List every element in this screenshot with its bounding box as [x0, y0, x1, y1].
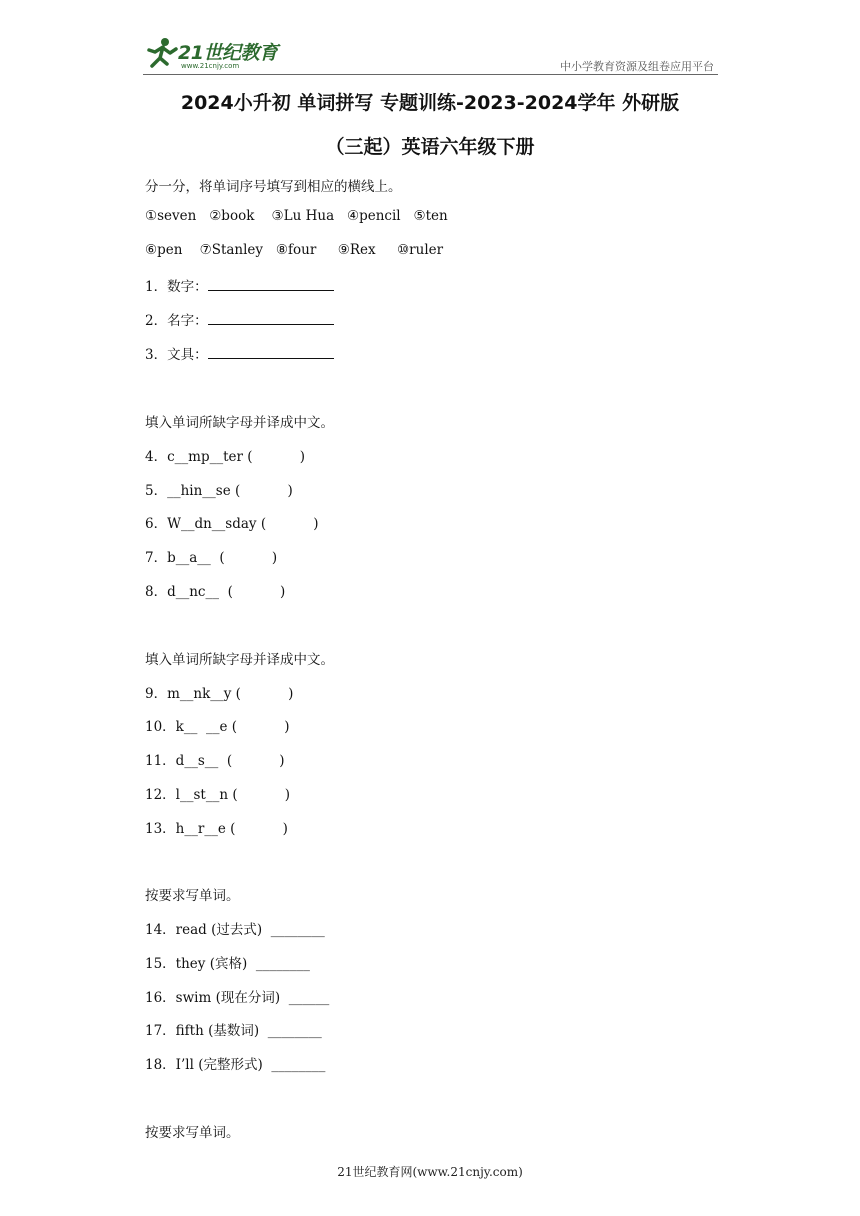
question-15: 15．they (宾格) ________ [145, 956, 310, 972]
question-6: 6．W__dn__sday ( ) [145, 516, 319, 532]
header-divider [143, 74, 718, 75]
word-options-row2: ⑥pen ⑦Stanley ⑧four ⑨Rex ⑩ruler [145, 242, 444, 258]
answer-blank[interactable] [208, 312, 334, 325]
logo-text: 21世纪教育 [178, 42, 278, 64]
section5-instruction: 按要求写单词。 [145, 1125, 240, 1141]
question-17: 17．fifth (基数词) ________ [145, 1023, 322, 1039]
question-3 [145, 343, 334, 363]
runner-logo-icon [143, 36, 179, 72]
question-14: 14．read (过去式) ________ [145, 922, 325, 938]
question-7: 7．b__a__ ( ) [145, 550, 278, 566]
question-9: 9．m__nk__y ( ) [145, 686, 294, 702]
section2-instruction: 填入单词所缺字母并译成中文。 [145, 415, 334, 431]
question-12: 12．l__st__n ( ) [145, 787, 291, 803]
logo-url: www.21cnjy.com [181, 62, 240, 70]
page-header [143, 36, 718, 76]
platform-label: 中小学教育资源及组卷应用平台 [560, 60, 714, 73]
answer-blank[interactable] [208, 278, 334, 291]
section1-instruction: 分一分，将单词序号填写到相应的横线上。 [145, 179, 402, 195]
question-8: 8．d__nc__ ( ) [145, 584, 286, 600]
page-title-line1: 2024小升初 单词拼写 专题训练-2023-2024学年 外研版 [180, 92, 680, 114]
question-1-label: 1．数字： [145, 279, 208, 295]
logo [143, 36, 278, 74]
question-5: 5．__hin__se ( ) [145, 483, 293, 499]
question-3-label: 3．文具： [145, 347, 208, 363]
question-16: 16．swim (现在分词) ______ [145, 990, 330, 1006]
section3-instruction: 填入单词所缺字母并译成中文。 [145, 652, 334, 668]
question-2 [145, 309, 334, 329]
question-13: 13．h__r__e ( ) [145, 821, 288, 837]
page-title-line2: （三起）英语六年级下册 [325, 136, 535, 158]
question-11: 11．d__s__ ( ) [145, 753, 285, 769]
question-2-label: 2．名字： [145, 313, 208, 329]
answer-blank[interactable] [208, 346, 334, 359]
question-18: 18．I’ll (完整形式) ________ [145, 1057, 326, 1073]
question-10: 10．k__ __e ( ) [145, 719, 290, 735]
question-1 [145, 275, 334, 295]
page-footer: 21世纪教育网(www.21cnjy.com) [337, 1165, 523, 1179]
word-options-row1: ①seven ②book ③Lu Hua ④pencil ⑤ten [145, 208, 448, 224]
section4-instruction: 按要求写单词。 [145, 888, 240, 904]
question-4: 4．c__mp__ter ( ) [145, 449, 305, 465]
